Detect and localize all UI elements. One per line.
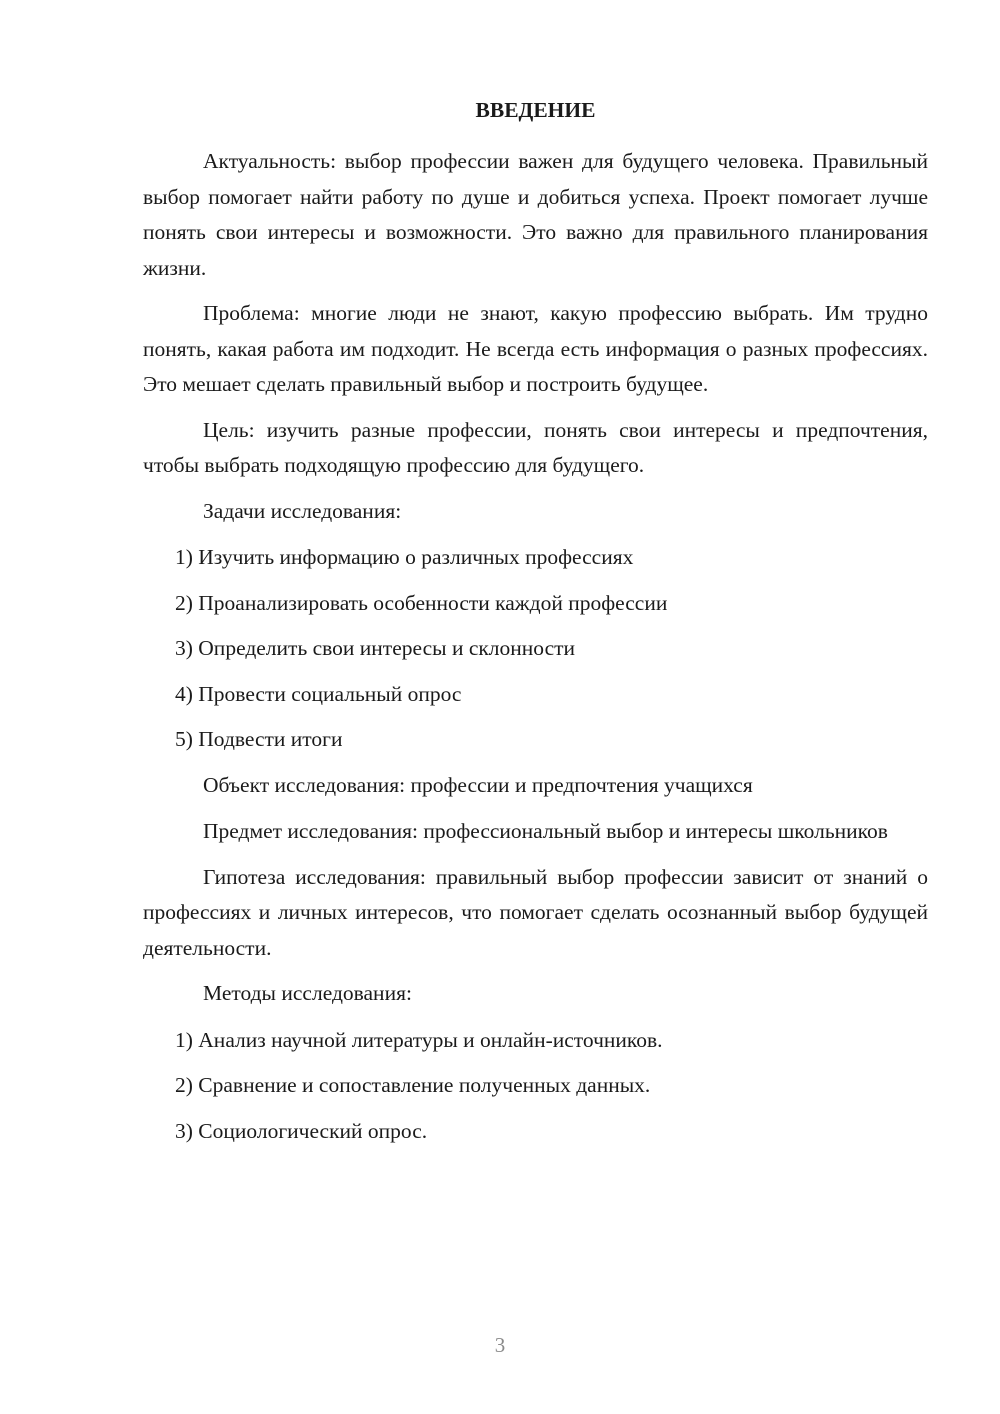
document-page [143,92,928,1159]
methods-heading: Методы исследования: [203,981,412,1005]
method-item: 2) Сравнение и сопоставление полученных данных. [175,1073,651,1097]
tasks-list [143,540,928,758]
object-paragraph: Объект исследования: профессии и предпочтения учащихся [203,772,753,797]
hypothesis-paragraph: Гипотеза исследования: правильный выбор профессии зависит от знаний о профессиях и личных интересов, что помогает сделать осознанный выбор будущей деятельности. [143,864,928,960]
problem-paragraph: Проблема: многие люди не знают, какую профессию выбрать. Им трудно понять, какая работа им подходит. Не всегда есть информация о разных профессиях. Это мешает сделать правильный выбор и построить будущее. [143,301,928,396]
task-item: 3) Определить свои интересы и склонности [175,636,576,660]
task-item: 4) Провести социальный опрос [175,681,462,706]
goal-paragraph: Цель: изучить разные профессии, понять свои интересы и предпочтения, чтобы выбрать подходящую профессию для будущего. [143,417,928,477]
page-title: ВВЕДЕНИЕ [475,98,596,122]
methods-list [143,1023,928,1150]
task-item: 2) Проанализировать особенности каждой профессии [175,590,668,615]
tasks-heading: Задачи исследования: [203,498,402,523]
task-item: 5) Подвести итоги [175,727,343,751]
page-number: 3 [494,1333,506,1357]
method-item: 1) Анализ научной литературы и онлайн-источников. [175,1027,663,1052]
subject-paragraph: Предмет исследования: профессиональный выбор и интересы школьников [203,819,888,843]
task-item: 1) Изучить информацию о различных профессиях [175,545,634,569]
actuality-paragraph: Актуальность: выбор профессии важен для будущего человека. Правильный выбор помогает найти работу по душе и добиться успеха. Проект помогает лучше понять свои интересы и возможности. Это важно для правильного планирования жизни. [143,149,928,280]
method-item: 3) Социологический опрос. [175,1118,428,1143]
